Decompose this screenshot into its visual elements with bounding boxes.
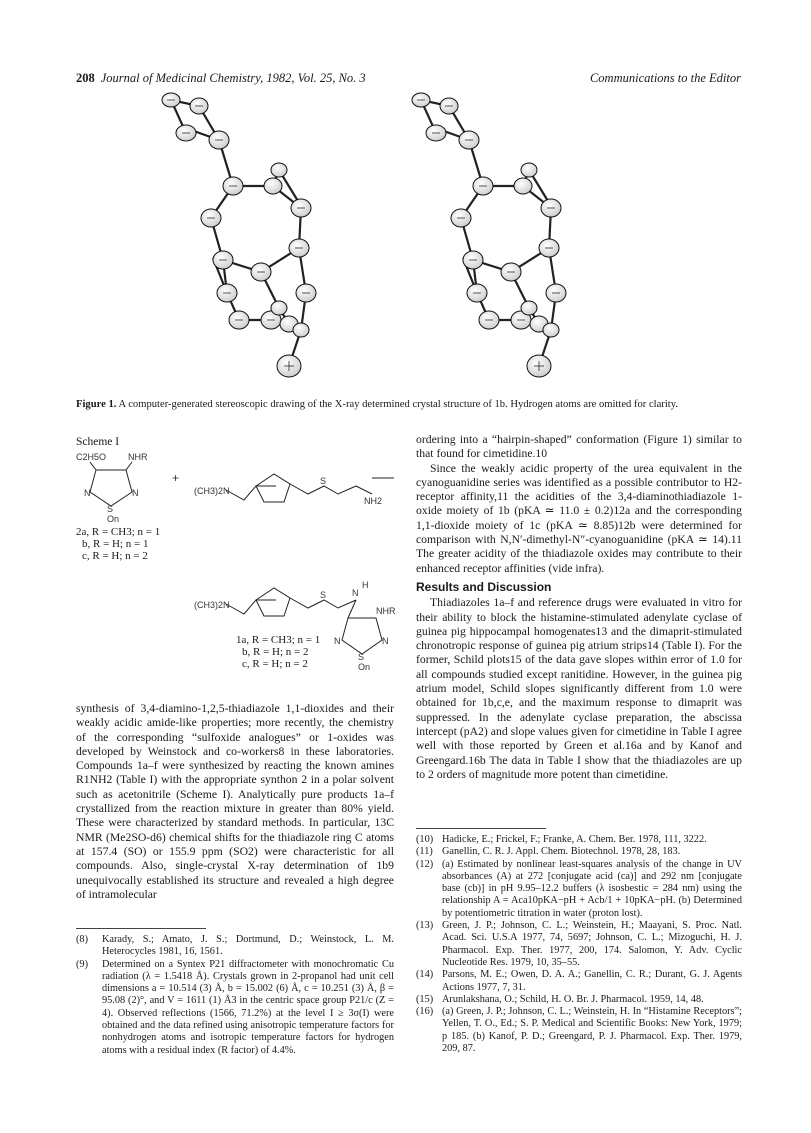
plus-sign: + <box>172 471 180 485</box>
journal-citation: Journal of Medicinal Chemistry, 1982, Vol. 25, No. 3 <box>100 71 366 85</box>
right-column-text <box>416 433 742 782</box>
reference-10: (10) Hadicke, E.; Frickel, F.; Franke, A. Chem. Ber. 1978, 111, 3222. <box>416 834 707 845</box>
compound-2b: b, R = H; n = 1 <box>82 538 149 550</box>
left-references <box>76 934 394 1057</box>
right-paragraph-2: Since the weakly acidic property of the urea equivalent in the cyanoguanidine series was identified as a possible contributor to H2-receptor affinity,11 the acidities of the 3,4-diaminothiadiazole 1-oxide moiety of 1b (pKA ≃ 11.0 ± 0.2)12a and the corresponding 1,1-dioxide moiety of 1c (pKA ≃ 8.85)12b were determined for comparison with N,N′-dimethyl-N″-cyanoguanidine (pKA ≃ 14).11 The greater acidity of the thiadiazole oxides may contribute to their enhanced receptor affinities (vide infra). <box>416 461 742 575</box>
compound-1a: 1a, R = CH3; n = 1 <box>236 634 321 646</box>
reference-16: (16) (a) Green, J. P.; Johnson, C. L.; Weinstein, H. In “Histamine Receptors”; Yellen, T. O., Ed.; S. P. Medical and Scientific Books: New York, 1979; p 185. (b) Kanof, P. D.; Greengard, P. J. Pharmacol. Exp. Ther. 1979, 209, 87. <box>416 1006 742 1055</box>
compound-2c: c, R = H; n = 2 <box>82 550 148 562</box>
reference-14: (14) Parsons, M. E.; Owen, D. A. A.; Ganellin, C. R.; Durant, G. J. Agents Actions 1977, 7, 31. <box>416 969 742 993</box>
product-ring-n-right: N <box>382 636 389 646</box>
product-dimethyl: (CH3)2N <box>194 600 230 610</box>
compound-1b: b, R = H; n = 2 <box>242 646 309 658</box>
section-heading: Results and Discussion <box>416 579 552 594</box>
right-paragraph-1: ordering into a “hairpin-shaped” conformation (Figure 1) similar to that found for cimetidine.10 <box>416 433 742 461</box>
ethoxy-label: C2H5O <box>76 452 107 462</box>
footnote-divider-right <box>416 828 546 829</box>
right-paragraph-3: Thiadiazoles 1a–f and reference drugs were evaluated in vitro for their ability to block the histamine-stimulated adenylate cyclase of guinea pig hippocampal homogenates13 and the dimaprit-stimulated chronotropic response of guinea pig atrium strips14 (Table I). For the former, Schild plots15 of the data gave slopes within error of 1.0 for all compounds studied except ranitidine. However, in the guinea pig atrium model, Schild slopes significantly different from 1.0 were obtained for 1b,c,e, and the maximum response to dimaprit was suppressed. In the adenylate cyclase preparation, the abscissa intercept (pA2) and slope values given for cimetidine in Table I agree well with those reported by Green et al.16a and by Kanof and Greengard.16b The data in Table I show that the thiadiazoles are up to 2 orders of magnitude more potent than cimetidine. <box>416 596 742 781</box>
reference-8: (8) Karady, S.; Amato, J. S.; Dortmund, D.; Weinstock, L. M. Heterocycles 1981, 16, 1561. <box>76 934 394 958</box>
left-column-text <box>76 702 394 902</box>
ring-n-left: N <box>84 488 91 498</box>
reference-15: (15) Arunlakshana, O.; Schild, H. O. Br. J. Pharmacol. 1959, 14, 48. <box>416 993 704 1005</box>
reference-12: (12) (a) Estimated by nonlinear least-squares analysis of the change in UV absorbances (A) at 272 [conjugate acid (ca)] and 292 nm [conjugate base (cb)] in pH 9.95–12.2 buffers (λ isosbestic = 284 nm) using the relationship A = Aca10pKA−pH + Acb/1 + 10pKA−pH. (b) Determined by potentiometric titration in water (proton lost). <box>416 858 742 919</box>
product-ring-n-left: N <box>334 636 341 646</box>
right-references <box>416 834 742 1055</box>
section-name: Communications to the Editor <box>589 71 741 85</box>
product-h: H <box>362 580 369 590</box>
product-nhr: NHR <box>376 606 396 616</box>
page-number: 208 <box>76 71 95 85</box>
ortep-drawing <box>76 88 741 388</box>
compound-1c: c, R = H; n = 2 <box>242 658 308 670</box>
reference-13: (13) Green, J. P.; Johnson, C. L.; Weinstein, H.; Maayani, S. Proc. Natl. Acad. Sci. U.S.A 1977, 74, 5697; Johnson, C. L.; Mizoguchi, H. J. Pharmacol. Exp. Ther. 1977, 200, 174. Salomon, Y. Adv. Cyclic Nucleotide Res. 1979, 10, 35–55. <box>416 920 742 968</box>
ring-oxide: On <box>107 514 120 524</box>
caption-label: Figure 1. <box>76 399 117 410</box>
nhr-label: NHR <box>128 452 148 462</box>
running-header <box>76 71 741 86</box>
amine-s: S <box>320 476 327 486</box>
product-n: N <box>352 588 359 598</box>
footnote-divider-left <box>76 928 206 929</box>
caption-text: A computer-generated stereoscopic drawing of the X-ray determined crystal structure of 1b. Hydrogen atoms are omitted for clarity. <box>118 399 678 410</box>
reference-11: (11) Ganellin, C. R. J. Appl. Chem. Biotechnol. 1978, 28, 183. <box>416 846 681 858</box>
amine-dimethyl: (CH3)2N <box>194 486 230 496</box>
product-s: S <box>320 590 327 600</box>
compound-1-labels <box>236 634 320 670</box>
scheme-title: Scheme I <box>76 436 120 448</box>
figure-caption <box>76 398 741 411</box>
stereo-figure <box>76 88 741 388</box>
scheme-diagram <box>76 448 396 693</box>
ring-s: S <box>107 504 114 514</box>
compound-2-labels <box>76 526 160 562</box>
ring-n-right: N <box>132 488 139 498</box>
reference-9: (9) Determined on a Syntex P21 diffractometer with monochromatic Cu radiation (λ = 1.5418 Å). Crystals grown in 2-propanol had unit cell dimensions a = 10.514 (3) Å, b = 15.002 (6) Å, c = 10.251 (3) Å, β = 95.08 (2)°, and V = 1611 (1) Å3 in the centric space group P21/c (Z = 4). Observed reflections (1566, 71.2%) at the level I ≥ 3σ(I) were obtained and the data refined using anisotropic temperature factors for nonhydrogen atoms and isotropic temperature factors for hydrogen atoms with a residual index (R factor) of 4.4%. <box>76 958 394 1056</box>
product-ring-oxide: On <box>358 662 371 672</box>
product-ring-s: S <box>358 652 365 662</box>
amine-nh2: NH2 <box>364 496 383 506</box>
compound-2a: 2a, R = CH3; n = 1 <box>76 526 161 538</box>
left-paragraph: synthesis of 3,4-diamino-1,2,5-thiadiazole 1,1-dioxides and their weakly acidic amide-like properties; more recently, the chemistry of the corresponding “sulfoxide analogues” or 1-oxides was developed by Weinstock and co-workers8 in these laboratories. Compounds 1a–f were synthesized by reacting the known amines R1NH2 (Table I) with the appropriate synthon 2 in a polar solvent such as acetonitrile (Scheme I). Analytically pure products 1a–f crystallized from the reaction mixture in greater than 80% yield. These were characterized by standard methods. In particular, 13C NMR (Me2SO-d6) chemical shifts for the thiadiazole ring C atoms at 157.4 (SO) or 155.9 ppm (SO2) were characteristic for all compounds. Also, single-crystal X-ray determination of 1b9 unequivocally established its structure and revealed a high degree of intramolecular <box>76 702 394 901</box>
